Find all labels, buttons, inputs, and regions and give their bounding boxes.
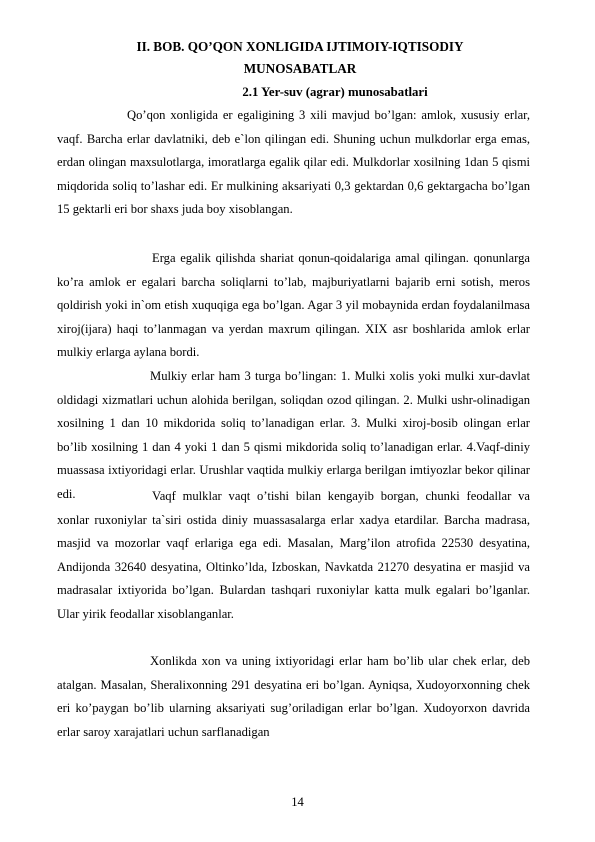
chapter-title-line2: MUNOSABATLAR — [243, 61, 357, 76]
paragraph-3: Mulkiy erlar ham 3 turga bo’lingan: 1. Mulki xolis yoki mulki xur-davlat oldidagi xizmatlari uchun alohida berilgan, soliqdan ozod qilingan. 2. Mulki ushr-olinadigan xosilning 1 dan 10 mikdorida soliq to’lanadigan erlar. 3. Mulki xiroj-bosib olingan erlar bo’lib xosilning 1 dan 4 yoki 1 dan 5 qismi mikdorida soliq to’lanadigan erlar. 4.Vaqf-diniy muassasa ixtiyoridagi erlar. Urushlar vaqtida mulkiy erlarga berilgan imtiyozlar bekor qilinar edi. — [57, 369, 530, 501]
paragraph-5: Xonlikda xon va uning ixtiyoridagi erlar ham bo’lib ular chek erlar, deb atalgan. Masalan, Sheralixonning 291 desyatina eri bo’lgan. Ayniqsa, Xudoyorxonning chek eri ko’paygan bo’lib ularning aksariyati sug’oriladigan erlar bo’lgan. Xudoyorxon davrida erlar saroy xarajatlari uchun sarflanadigan — [57, 654, 530, 739]
paragraph-4: Vaqf mulklar vaqt o’tishi bilan kengayib borgan, chunki feodallar va xonlar ruxoniylar ta`siri ostida diniy muassasalarga erlar xadya etardilar. Barcha madrasa, masjid va mozorlar vaqf erlariga ega edi. Masalan, Marg’ilon atrofida 22530 desyatina, Andijonda 32640 desyatina, Oltinko’lda, Izboskan, Navkatda 21270 desyatina er masjid va madrasalar ixtiyorida bo’lgan. Bulardan tashqari ruxoniylar katta mulk egalari bo’lganlar. Ular yirik feodallar xisoblanganlar. — [57, 489, 530, 621]
paragraph-2: Erga egalik qilishda shariat qonun-qoidalariga amal qilingan. qonunlarga ko’ra amlok er egalari barcha soliqlarni to’lab, majburiyatlarni bajarib erni sotish, meros qoldirish yoki in`om etish xuquqiga ega bo’lgan. Agar 3 yil mobaynida erdan foydalanilmasa xiroj(ijara) haqi to’lanmagan va yerdan maxrum qilingan. XIX asr boshlarida amlok erlar mulkiy erlarga aylana bordi. — [57, 251, 530, 360]
chapter-title-line1: II. BOB. QO’QON XONLIGIDA IJTIMOIY-IQTISODIY — [136, 39, 464, 54]
section-title: 2.1 Yer-suv (agrar) munosabatlari — [242, 85, 428, 99]
paragraph-1: Qo’qon xonligida er egaligining 3 xili mavjud bo’lgan: amlok, xususiy erlar, vaqf. Barcha erlar davlatniki, deb e`lon qilingan edi. Shuning uchun mulkdorlar erga emas, erdan olingan maxsulotlarga, imoratlarga egalik qilar edi. Mulkdorlar xosilning 1dan 5 qismi miqdorida soliq to’lashar edi. Er mulkining aksariyati 0,3 gektardan 0,6 gektargacha bo’lgan 15 gektarli eri bor shaxs juda boy xisoblangan. — [57, 108, 530, 217]
page-number: 14 — [291, 795, 304, 809]
